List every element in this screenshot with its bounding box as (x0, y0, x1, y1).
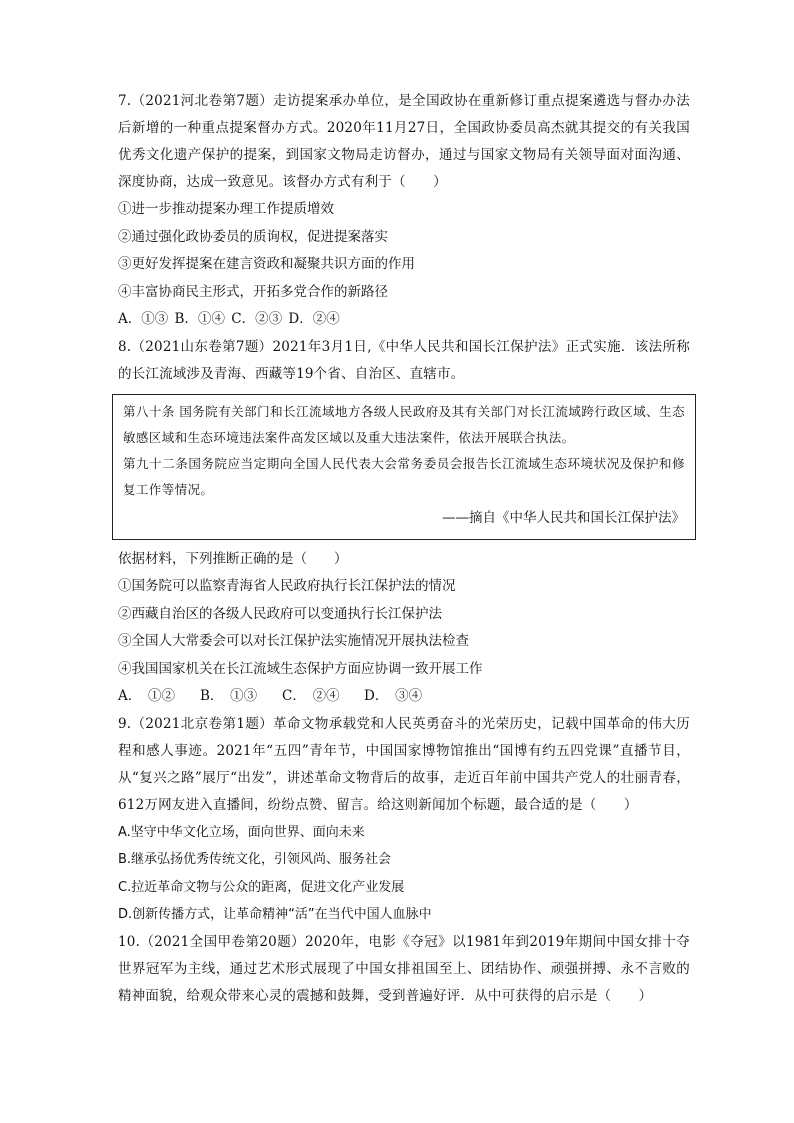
q9-option-a: A.坚守中华文化立场，面向世界、面向未来 (118, 824, 365, 840)
q9-option-b: B.继承弘扬优秀传统文化，引领风尚、服务社会 (118, 852, 392, 867)
q8-option-c: C． ②④ (282, 688, 340, 704)
q7-options: A．①③ B．①④ C．②③ D．②④ (118, 311, 340, 327)
q8-option-a: A． ①② (118, 688, 175, 704)
q10-stem: 10.（2021全国甲卷第20题）2020年，电影《夺冠》以1981年到2019年期间中国女排十夺世界冠军为主线，通过艺术形式展现了中国女排祖国至上、团结协作、顽强拼搏、永不言败的精神面貌，给观众带来心灵的震撼和鼓舞，受到普遍好评．从中可获得的启示是（ ） (118, 933, 690, 1004)
q7-item-1: ①进一步推动提案办理工作提质增效 (118, 201, 334, 217)
q7-item-2: ②通过强化政协委员的质询权，促进提案落实 (118, 228, 388, 245)
q8-item-4: ④我国国家机关在长江流域生态保护方面应协调一致开展工作 (118, 660, 483, 677)
q8-option-b: B． ①③ (200, 688, 258, 704)
q8-item-1: ①国务院可以监察青海省人民政府执行长江保护法的情况 (118, 578, 456, 594)
q8-stem: 8.（2021山东卷第7题）2021年3月1日,《中华人民共和国长江保护法》正式实施．该法所称的长江流域涉及青海、西藏等19个省、自治区、直辖市。 (118, 338, 690, 382)
q8-material-box (112, 394, 696, 540)
q7-item-4: ④丰富协商民主形式，开拓多党合作的新路径 (118, 283, 388, 300)
q8-item-3: ③全国人大常委会可以对长江保护法实施情况开展执法检查 (118, 633, 469, 649)
q8-option-d: D． ③④ (364, 688, 423, 704)
q8-options (118, 683, 690, 711)
q9-option-c: C.拉近革命文物与公众的距离，促进文化产业发展 (118, 879, 405, 895)
q9-stem: 9.（2021北京卷第1题）革命文物承载党和人民英勇奋斗的光荣历史，记载中国革命的伟大历程和感人事迹。2021年“五四”青年节，中国国家博物馆推出“国博有约五四党课”直播节目，从“复兴之路”展厅“出发”，讲述革命文物背后的故事，走近百年前中国共产党人的壮丽青春，612万网友进入直播间，纷纷点赞、留言。给这则新闻加个标题，最合适的是（ ） (118, 715, 690, 813)
q7-item-3: ③更好发挥提案在建言资政和凝聚共识方面的作用 (118, 256, 415, 272)
q8-material-article-80: 第八十条 国务院有关部门和长江流域地方各级人民政府及其有关部门对长江流域跨行政区域、生态敏感区域和生态环境违法案件高发区域以及重大违法案件，依法开展联合执法。 (123, 403, 685, 445)
q9-option-d: D.创新传播方式，让革命精神“活”在当代中国人血脉中 (118, 907, 432, 922)
q8-material-article-92: 第九十二条国务院应当定期向全国人民代表大会常务委员会报告长江流域生态环境状况及保护和修复工作等情况。 (123, 455, 685, 497)
q8-material-citation: ——摘自《中华人民共和国长江保护法》 (442, 509, 685, 526)
q7-stem: 7.（2021河北卷第7题）走访提案承办单位，是全国政协在重新修订重点提案遴选与督办办法后新增的一种重点提案督办方式。2020年11月27日，全国政协委员高杰就其提交的有关我国优秀文化遗产保护的提案，到国家文物局走访督办，通过与国家文物局有关领导面对面沟通、深度协商，达成一致意见。该督办方式有利于（ ） (118, 93, 690, 190)
question-content (118, 88, 690, 1010)
q8-item-2: ②西藏自治区的各级人民政府可以变通执行长江保护法 (118, 605, 442, 622)
q8-prompt: 依据材料，下列推断正确的是（ ） (118, 550, 348, 567)
